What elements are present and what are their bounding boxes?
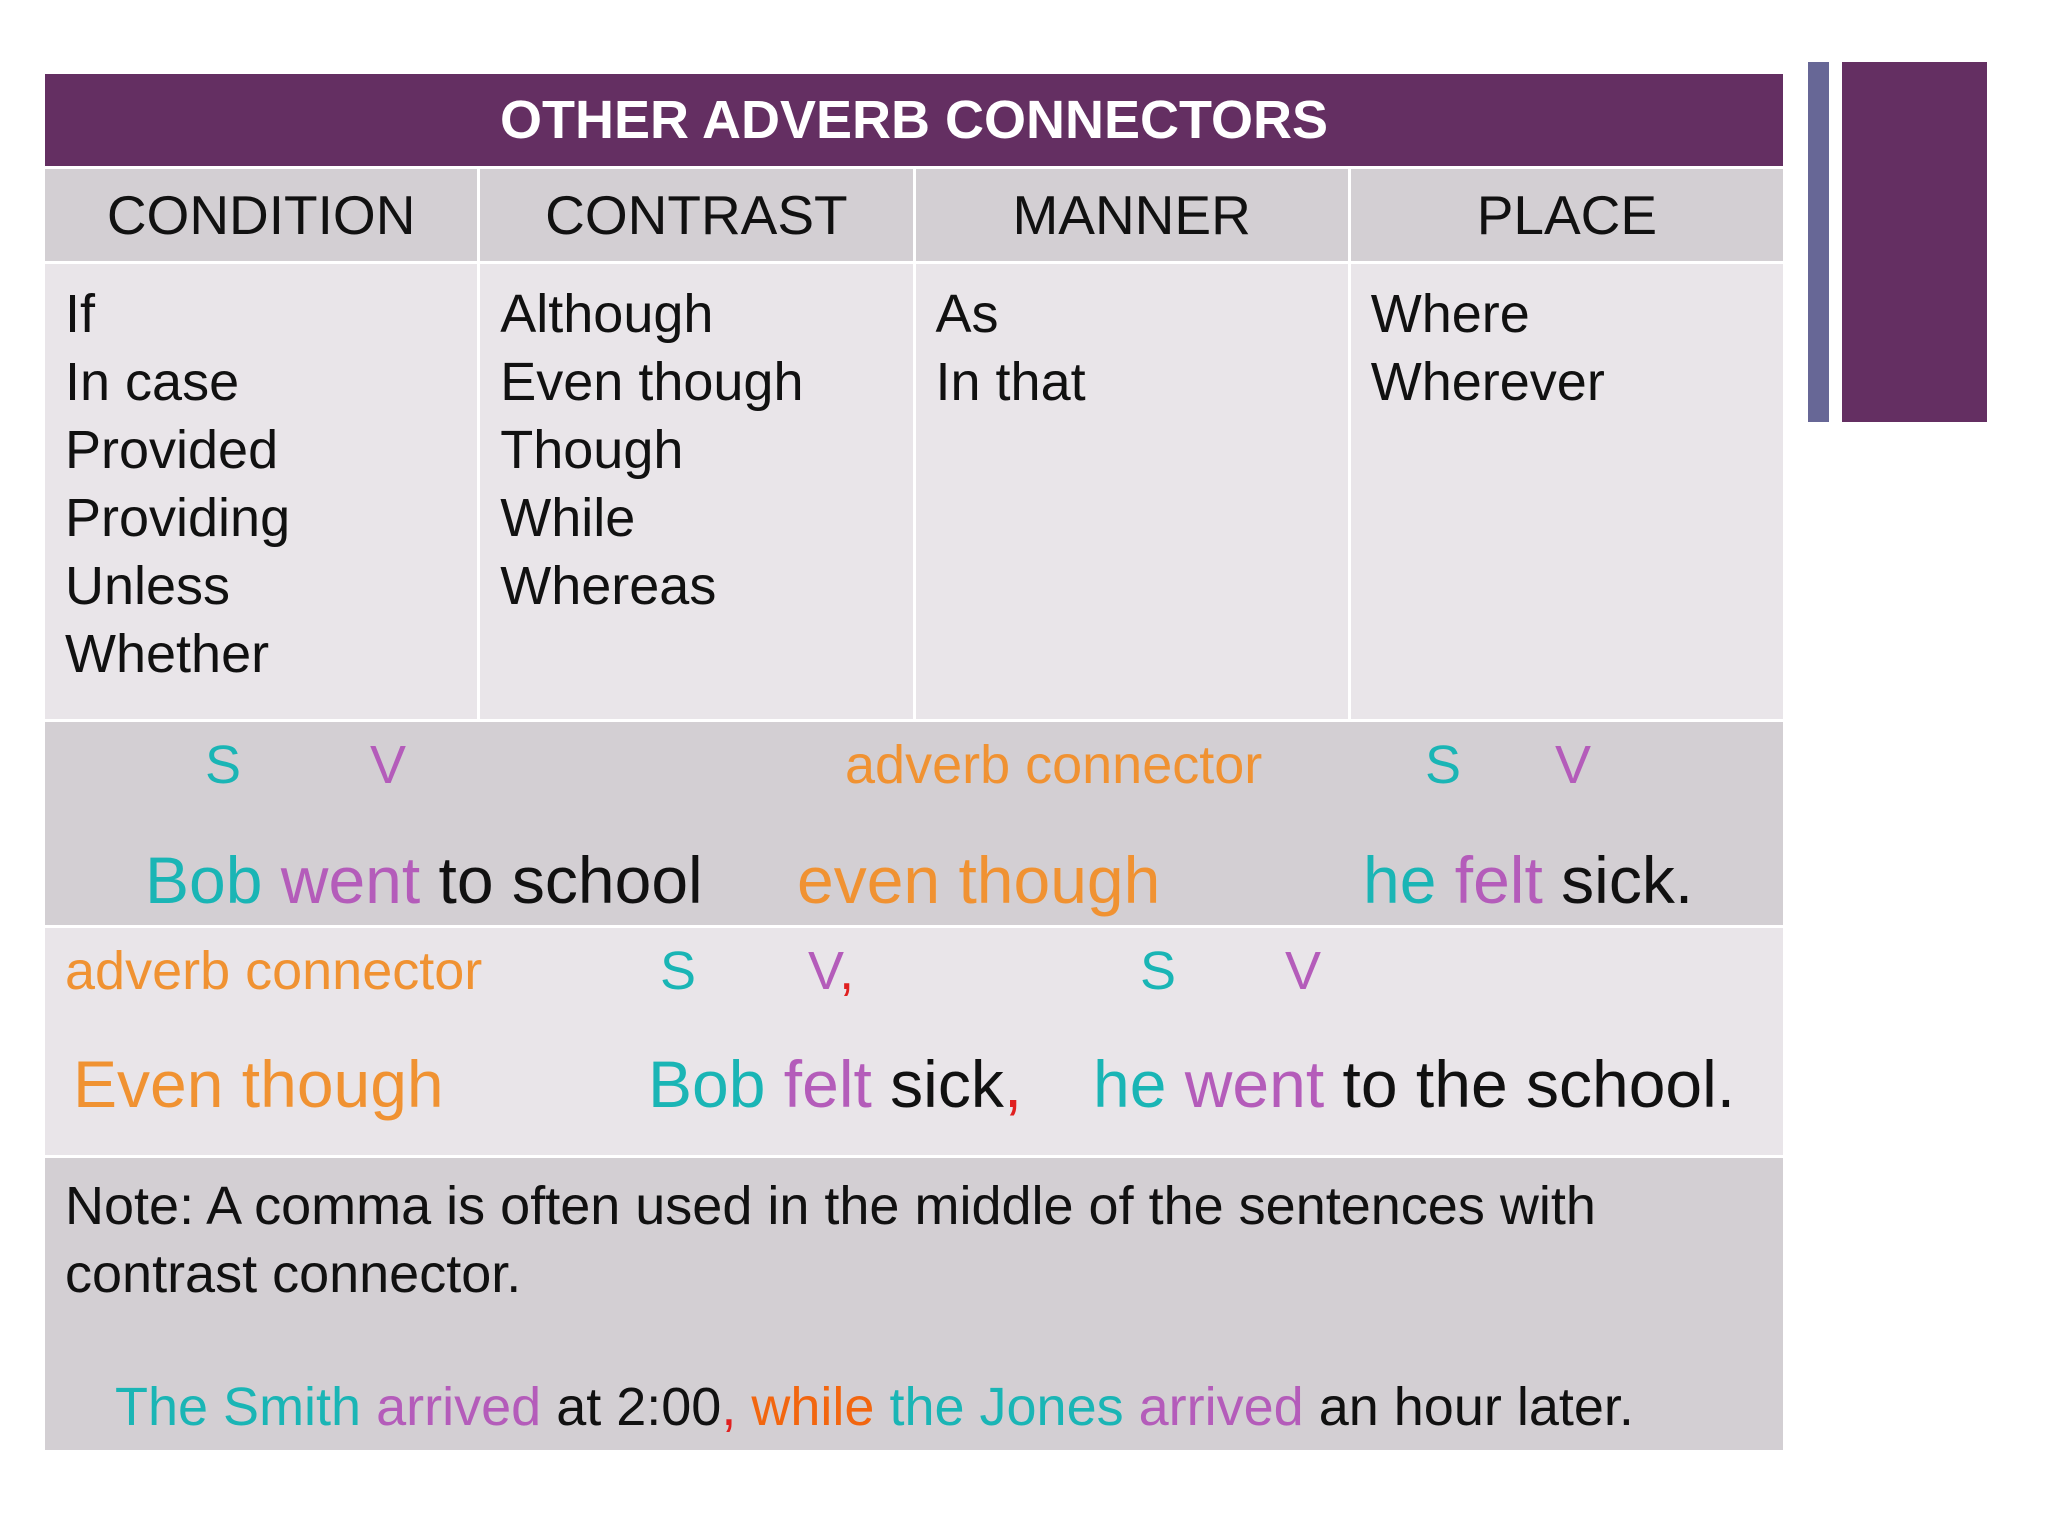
connectors-table [45,74,1783,1450]
example-sentence-2 [45,928,1783,1155]
table-title: OTHER ADVERB CONNECTORS [45,74,1783,166]
contrast-list [480,264,912,719]
header-manner: MANNER [916,169,1348,261]
clause-main [145,842,703,918]
verb-comma-label [808,940,854,1002]
note-text: Note: A comma is often used in the middle of the sentences with contrast connector. [65,1176,1596,1304]
list-item: Even though [500,352,804,412]
manner-list [916,264,1348,719]
clause-rest: to the school. [1342,1047,1736,1121]
condition-list [45,264,477,719]
list-item: In case [65,352,240,412]
subject-label: S [1425,735,1462,795]
list-item: Providing [65,488,291,548]
comma-mark: , [1003,1047,1023,1121]
verb-word: felt [783,1047,872,1121]
subject-word: he [1363,843,1437,917]
list-item: Where [1370,284,1530,344]
note-example-sentence [115,1376,1634,1438]
verb-word: went [1184,1047,1325,1121]
verb-word: arrived [376,1377,542,1437]
header-condition: CONDITION [45,169,477,261]
list-item: While [500,488,636,548]
example-sentence-1 [45,722,1783,925]
subject-word: The Smith [115,1377,362,1437]
decorative-bar-thick [1842,62,1987,422]
connector-label: adverb connector [65,941,483,1001]
clause-rest: at 2:00 [556,1377,722,1437]
comma-mark: , [721,1377,737,1437]
connector-label: adverb connector [845,735,1263,795]
header-place: PLACE [1351,169,1783,261]
list-item: As [935,284,999,344]
header-contrast: CONTRAST [480,169,912,261]
subject-word: Bob [648,1047,766,1121]
verb-label: V [1285,941,1322,1001]
list-item: Unless [65,556,231,616]
clause-rest: to school [438,843,703,917]
verb-label: V [808,941,840,1001]
clause-subordinate [648,1046,1022,1122]
list-item: Whereas [500,556,717,616]
column-header-row [45,169,1783,261]
clause-rest: an hour later. [1318,1377,1634,1437]
place-list [1351,264,1783,719]
connector-lists-row [45,264,1783,719]
list-item: Whether [65,624,270,684]
list-item: Though [500,420,684,480]
list-item: In that [935,352,1086,412]
subject-word: he [1093,1047,1167,1121]
verb-word: felt [1454,843,1543,917]
subject-word: the Jones [889,1377,1124,1437]
clause-rest: sick. [1561,843,1694,917]
subject-word: Bob [145,843,263,917]
clause-rest: sick [890,1047,1004,1121]
list-item: Wherever [1370,352,1605,412]
list-item: Although [500,284,714,344]
decorative-bar-thin [1808,62,1829,422]
subject-label: S [660,941,697,1001]
clause-subordinate [1363,842,1693,918]
connector-word: while [751,1377,875,1437]
comma-mark: , [839,941,855,1001]
subject-label: S [205,735,242,795]
verb-label: V [1555,735,1592,795]
note-section [45,1158,1783,1450]
subject-label: S [1140,941,1177,1001]
list-item: If [65,284,96,344]
list-item: Provided [65,420,279,480]
connector-word: even though [797,843,1161,917]
connector-word: Even though [73,1047,444,1121]
clause-main [1093,1046,1735,1122]
verb-word: went [280,843,421,917]
verb-word: arrived [1138,1377,1304,1437]
verb-label: V [370,735,407,795]
